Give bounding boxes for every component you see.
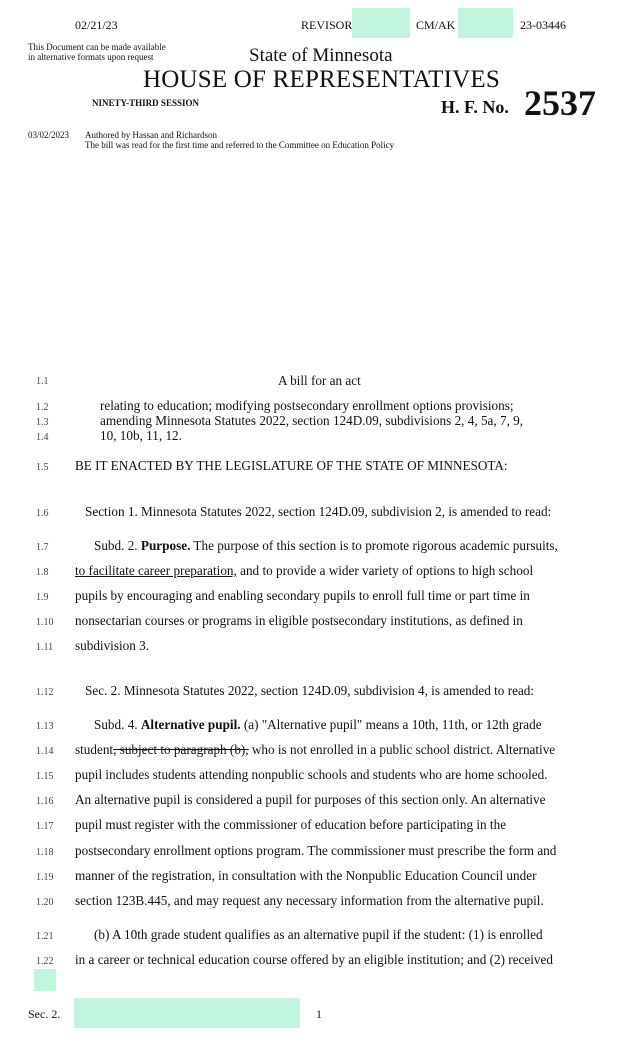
section-1-line: subdivision 3. <box>75 638 150 653</box>
section-2-line-13 <box>94 717 542 733</box>
stricken-text: , subject to paragraph (b), <box>113 742 249 757</box>
section-1-line: nonsectarian courses or programs in eligible postsecondary institutions, as defined in <box>75 613 523 628</box>
referral-line: The bill was read for the first time and referred to the Committee on Education Policy <box>85 140 395 150</box>
bill-title-line: relating to education; modifying postsecondary enrollment options provisions; <box>100 398 514 413</box>
section-1-heading: Section 1. Minnesota Statutes 2022, section 124D.09, subdivision 2, is amended to read: <box>85 504 552 519</box>
inserted-text: to facilitate career preparation, <box>75 563 237 578</box>
page-number: 1 <box>316 1007 322 1021</box>
bill-title-line: 10, 10b, 11, 12. <box>100 428 182 443</box>
line-number: 1.9 <box>36 592 49 603</box>
section-2-line: An alternative pupil is considered a pupil for purposes of this section only. An alternative <box>75 792 546 807</box>
line-number: 1.16 <box>36 796 54 807</box>
section-2-heading: Sec. 2. Minnesota Statutes 2022, section 124D.09, subdivision 4, is amended to read: <box>85 683 535 698</box>
line-number: 1.5 <box>36 462 49 473</box>
line-number: 1.17 <box>36 821 54 832</box>
subdivision-label: Subd. 2. <box>94 538 138 553</box>
subdivision-label: Subd. 4. <box>94 717 138 732</box>
hf-label: H. F. No. <box>441 97 509 117</box>
line-number: 1.12 <box>36 687 54 698</box>
bill-title-heading: A bill for an act <box>278 373 361 388</box>
line-number: 1.20 <box>36 897 54 908</box>
subdivision-text: student <box>75 742 114 757</box>
revisor-label: REVISOR <box>301 18 353 32</box>
inserted-text: , <box>554 538 558 553</box>
paragraph-b-line-1: (b) A 10th grade student qualifies as an alternative pupil if the student: (1) is enrolled <box>94 927 543 942</box>
paragraph-b-line-2: in a career or technical education course offered by an eligible institution; and (2) received <box>75 952 553 967</box>
line-number: 1.3 <box>36 417 49 428</box>
subdivision-text: (a) "Alternative pupil" means a 10th, 11th, or 12th grade <box>240 717 542 732</box>
chamber-name: HOUSE OF REPRESENTATIVES <box>143 66 500 93</box>
enacting-clause: BE IT ENACTED BY THE LEGISLATURE OF THE STATE OF MINNESOTA: <box>75 458 508 473</box>
line-number: 1.21 <box>36 931 54 942</box>
line-number: 1.22 <box>36 956 54 967</box>
initials-label: CM/AK <box>416 18 456 32</box>
line-number: 1.7 <box>36 542 49 553</box>
subdivision-title: Alternative pupil. <box>140 717 241 732</box>
line-number: 1.6 <box>36 508 49 519</box>
bill-title-line: amending Minnesota Statutes 2022, section 124D.09, subdivisions 2, 4, 5a, 7, 9, <box>100 413 524 428</box>
section-1-line-8 <box>75 563 533 579</box>
line-number: 1.8 <box>36 567 49 578</box>
redacted-initials <box>458 8 513 38</box>
line-number: 1.18 <box>36 847 54 858</box>
introduction-date: 03/02/2023 <box>28 130 70 140</box>
footer-section-ref: Sec. 2. <box>28 1007 61 1021</box>
accessibility-note-line-2: in alternative formats upon request <box>28 52 154 62</box>
line-number: 1.10 <box>36 617 54 628</box>
subdivision-text: who is not enrolled in a public school district. Alternative <box>248 742 556 757</box>
draft-date: 02/21/23 <box>75 18 118 32</box>
redacted-footer <box>74 998 300 1028</box>
subdivision-text: The purpose of this section is to promote rigorous academic pursuits <box>190 538 555 553</box>
accessibility-note-line-1: This Document can be made available <box>28 42 166 52</box>
session-label: NINETY-THIRD SESSION <box>92 98 199 108</box>
state-name: State of Minnesota <box>249 45 393 66</box>
line-number: 1.2 <box>36 402 49 413</box>
section-2-line: pupil includes students attending nonpublic schools and students who are home schooled. <box>75 767 548 782</box>
section-1-line: pupils by encouraging and enabling secondary pupils to enroll full time or part time in <box>75 588 530 603</box>
line-number: 1.19 <box>36 872 54 883</box>
section-2-line: section 123B.445, and may request any necessary information from the alternative pupil. <box>75 893 544 908</box>
section-2-line: pupil must register with the commissioner of education before participating in the <box>75 817 507 832</box>
line-number: 1.14 <box>36 746 54 757</box>
line-number: 1.11 <box>36 642 54 653</box>
document-number: 23-03446 <box>520 18 566 32</box>
section-2-line: postsecondary enrollment options program. The commissioner must prescribe the form and <box>75 843 557 858</box>
redacted-margin-mark <box>34 969 56 991</box>
hf-number: 2537 <box>524 83 596 123</box>
subdivision-title: Purpose. <box>140 538 191 553</box>
line-number: 1.15 <box>36 771 54 782</box>
authors-line: Authored by Hassan and Richardson <box>85 130 217 140</box>
line-number: 1.4 <box>36 432 49 443</box>
redacted-revisor <box>352 8 410 38</box>
section-1-line-7 <box>94 538 558 554</box>
line-number: 1.1 <box>36 376 49 387</box>
line-number: 1.13 <box>36 721 54 732</box>
section-2-line: manner of the registration, in consultation with the Nonpublic Education Council under <box>75 868 537 883</box>
section-2-line-14 <box>75 742 555 758</box>
subdivision-text: and to provide a wider variety of options to high school <box>236 563 534 578</box>
